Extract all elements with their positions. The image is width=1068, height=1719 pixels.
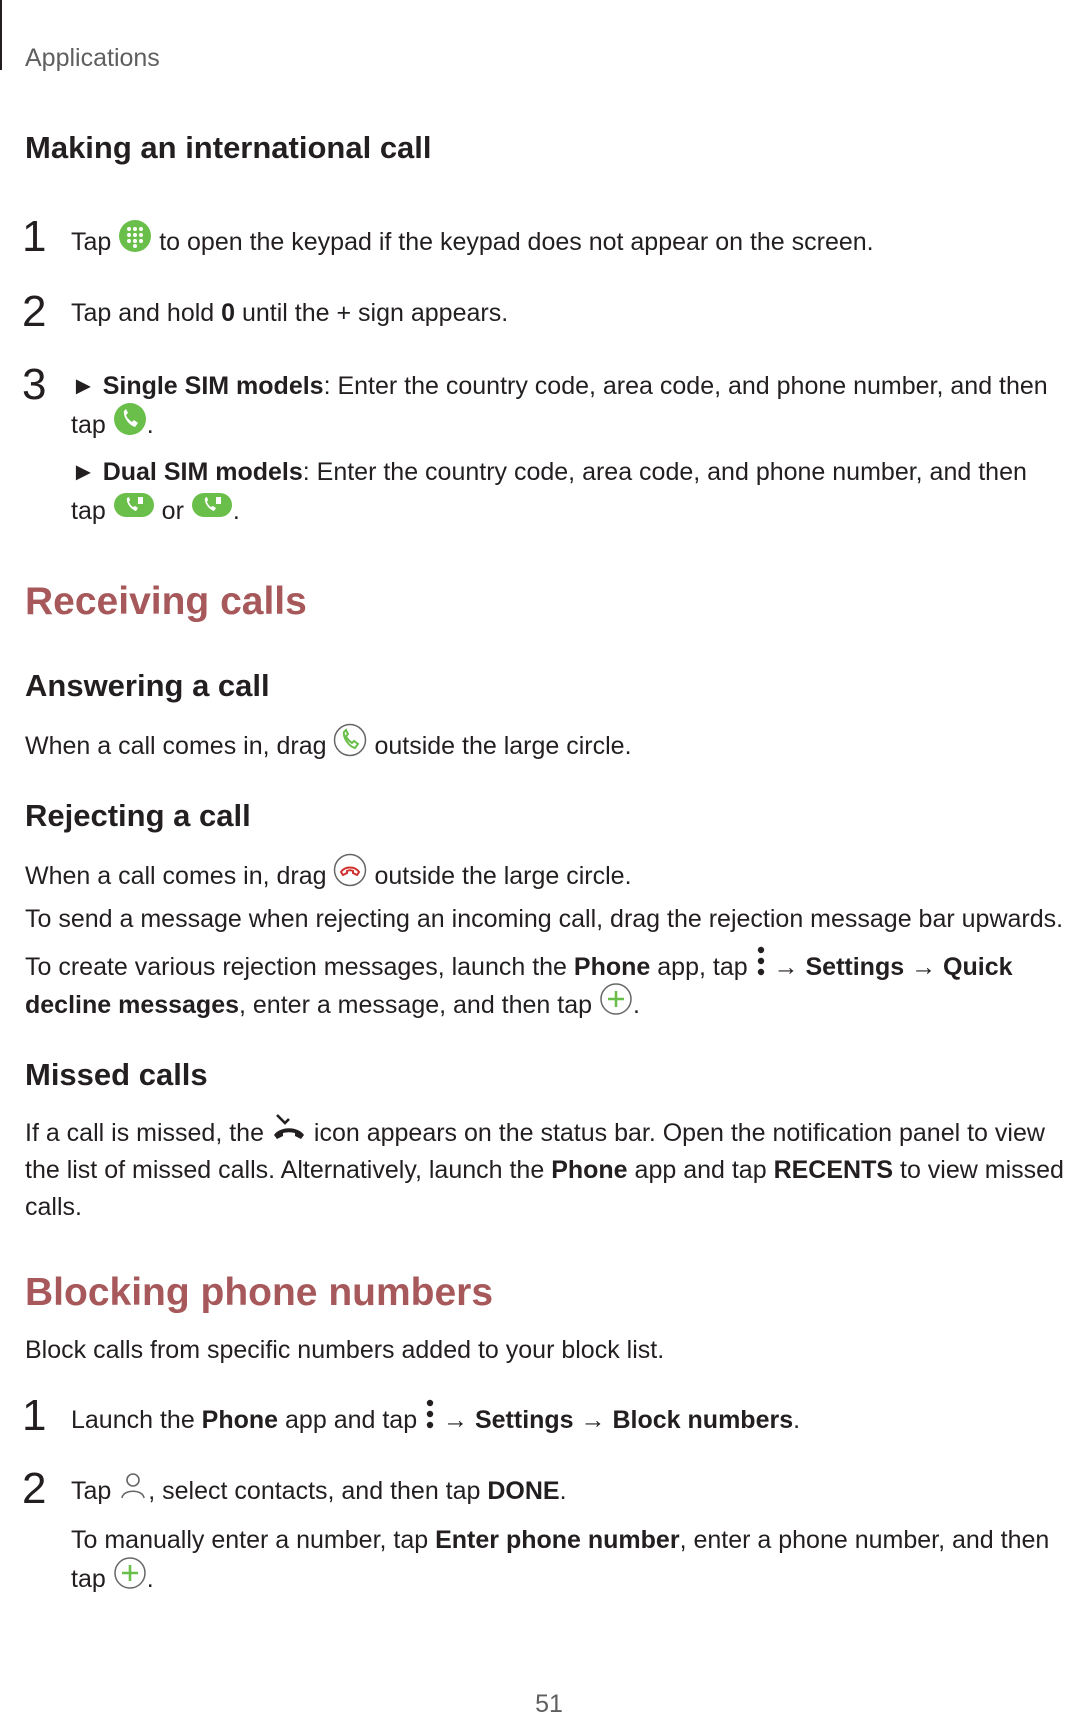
text: outside the large circle. (374, 862, 632, 891)
add-icon (113, 1556, 147, 1601)
heading-receiving-calls: Receiving calls (25, 580, 307, 623)
text: Tap and hold (71, 299, 215, 327)
blocking-step-1-text (71, 1399, 800, 1444)
bold-text: RECENTS (773, 1156, 894, 1184)
blocking-step-2-line-2 (71, 1521, 1049, 1559)
period: . (559, 1477, 567, 1506)
text: tap (71, 1565, 106, 1594)
arrow: → (443, 1406, 469, 1435)
missed-call-icon (271, 1111, 307, 1154)
step-number: 1 (22, 1391, 47, 1440)
bold-text: decline messages (25, 991, 240, 1020)
blocking-intro: Block calls from specific numbers added to your block list. (25, 1336, 665, 1364)
text: tap (71, 411, 106, 440)
text: or (161, 497, 184, 525)
bold-text: DONE (487, 1477, 560, 1506)
text: until the + sign appears. (242, 299, 509, 327)
text: : Enter the country code, area code, and phone number, and then (323, 372, 1048, 400)
bold-text: Enter phone number (435, 1526, 680, 1554)
text: If a call is missed, the (25, 1119, 264, 1148)
arrow: → (911, 953, 937, 982)
arrow: → (773, 953, 799, 982)
period: . (146, 411, 154, 440)
step-3-dual-line (71, 453, 1027, 491)
step-number: 2 (22, 287, 47, 336)
period: . (232, 497, 240, 525)
keypad-icon (118, 219, 152, 264)
more-options-icon (755, 944, 767, 989)
heading-answering-call: Answering a call (25, 668, 270, 703)
text: , select contacts, and then tap (148, 1477, 481, 1506)
triangle-bullet-icon: ► (71, 372, 96, 400)
text: , enter a phone number, and then (679, 1526, 1050, 1554)
text: outside the large circle. (374, 732, 632, 761)
reject-call-icon (333, 853, 367, 898)
bold-text: Settings (474, 1406, 574, 1435)
missed-line-2 (25, 1151, 1068, 1189)
text: app and tap (634, 1156, 767, 1184)
step-2-text (71, 294, 508, 332)
bold-text: Phone (573, 953, 651, 982)
heading-rejecting-call: Rejecting a call (25, 798, 251, 833)
bold-text: Quick (943, 953, 1013, 982)
text: , enter a message, and then tap (239, 991, 593, 1020)
step-3-dual-line-2 (71, 492, 240, 532)
section-header: Applications (25, 44, 160, 72)
rejecting-text (25, 855, 1068, 900)
missed-line-1 (25, 1113, 1068, 1156)
heading-blocking-numbers: Blocking phone numbers (25, 1271, 494, 1314)
step-number: 1 (22, 212, 47, 261)
text: app and tap (285, 1406, 418, 1435)
bold-text: 0 (221, 299, 236, 327)
arrow: → (580, 1406, 606, 1435)
text: To manually enter a number, tap (71, 1526, 429, 1554)
page-number: 51 (535, 1690, 563, 1718)
more-options-icon (424, 1397, 436, 1442)
bold-text: Block numbers (612, 1406, 794, 1435)
period: . (632, 991, 640, 1020)
text: app, tap (657, 953, 748, 982)
period: . (146, 1565, 154, 1594)
text: When a call comes in, drag (25, 862, 327, 891)
blocking-step-2-text (71, 1472, 567, 1513)
text: Tap (71, 1477, 112, 1506)
text: tap (71, 497, 106, 525)
sim2-call-icon (191, 491, 233, 530)
step-3-single-line (71, 367, 1048, 405)
text: Tap (71, 228, 112, 257)
add-icon (599, 982, 633, 1027)
heading-international-call: Making an international call (25, 130, 432, 165)
step-3-single-line-2 (71, 404, 154, 449)
answering-text (25, 725, 1068, 770)
text: To create various rejection messages, launch the (25, 953, 567, 982)
text: to view missed (900, 1156, 1064, 1184)
bold-text: Single SIM models (102, 372, 324, 400)
step-number: 2 (22, 1464, 47, 1513)
text: to open the keypad if the keypad does not appear on the screen. (159, 228, 874, 257)
sim1-call-icon (113, 491, 155, 530)
answer-call-icon (333, 723, 367, 768)
bold-text: Phone (551, 1156, 628, 1184)
call-icon (113, 402, 147, 447)
heading-missed-calls: Missed calls (25, 1057, 208, 1092)
bold-text: Dual SIM models (102, 458, 303, 486)
step-number: 3 (22, 360, 47, 409)
step-1-text (71, 221, 874, 266)
header-rule (0, 0, 2, 70)
rejecting-para-2: To send a message when rejecting an incoming call, drag the rejection message bar upwards. (25, 905, 1064, 933)
text: Launch the (71, 1406, 195, 1435)
bold-text: Settings (805, 953, 905, 982)
text: icon appears on the status bar. Open the notification panel to view (313, 1119, 1045, 1148)
text: the list of missed calls. Alternatively, launch the (25, 1156, 545, 1184)
rejecting-para-3-line-2 (25, 984, 1068, 1029)
contact-icon (118, 1470, 148, 1511)
period: . (793, 1406, 801, 1435)
bold-text: Phone (201, 1406, 279, 1435)
missed-line-3: calls. (25, 1193, 82, 1221)
text: : Enter the country code, area code, and phone number, and then (302, 458, 1027, 486)
text: When a call comes in, drag (25, 732, 327, 761)
blocking-step-2-line-3 (71, 1558, 154, 1603)
triangle-bullet-icon: ► (71, 458, 96, 486)
